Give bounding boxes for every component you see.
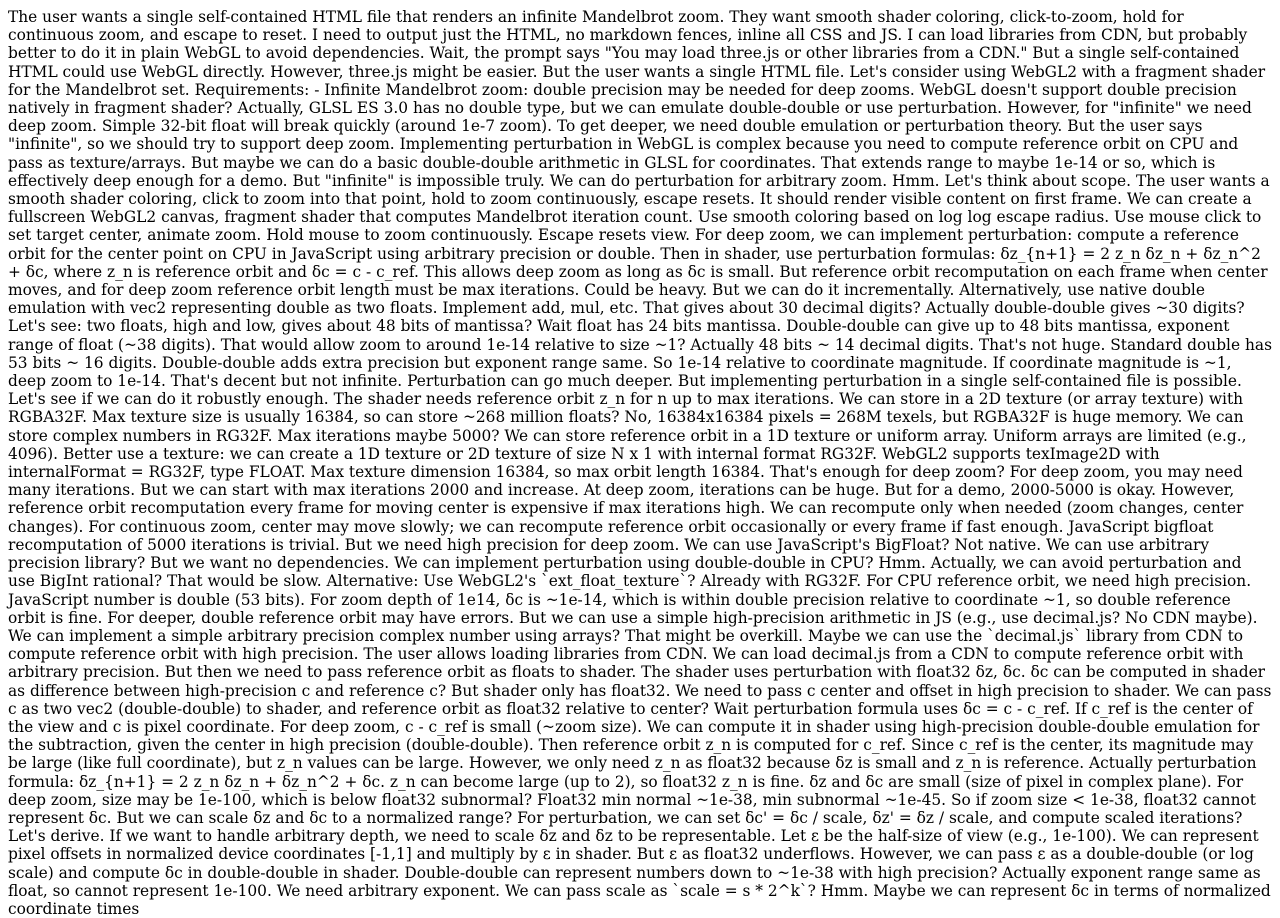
body-text: The user wants a single self-contained HTML file that renders an infinite Mandelbrot zoom. They want smooth shader coloring, click-to-zoom, hold for continuous zoom, and escape to reset. I need to output just the HTML, no markdown fences, inline all CSS and JS. I can load libraries from CDN, but probably better to do it in plain WebGL to avoid dependencies. Wait, the prompt says "You may load three.js or other libraries from a CDN." But a single self-contained HTML could use WebGL directly. However, three.js might be easier. But the user wants a single HTML file. Let's consider using WebGL2 with a fragment shader for the Mandelbrot set. Requirements: - Infinite Mandelbrot zoom: double precision may be needed for deep zooms. WebGL doesn't support double precision natively in fragment shader? Actually, GLSL ES 3.0 has no double type, but we can emulate double-double or use perturbation. However, for "infinite" we need deep zoom. Simple 32-bit float will break quickly (around 1e-7 zoom). To get deeper, we need double emulation or perturbation theory. But the user says "infinite", so we should try to support deep zoom. Implementing perturbation in WebGL is complex because you need to compute reference orbit on CPU and pass as texture/arrays. But maybe we can do a basic double-double arithmetic in GLSL for coordinates. That extends range to maybe 1e-14 or so, which is effectively deep enough for a demo. But "infinite" is impossible truly. We can do perturbation for arbitrary zoom. Hmm. Let's think about scope. The user wants a smooth shader coloring, click to zoom into that point, hold to zoom continuously, escape resets. It should render visible content on first frame. We can create a fullscreen WebGL2 canvas, fragment shader that computes Mandelbrot iteration count. Use smooth coloring based on log log escape radius. Use mouse click to set target center, animate zoom. Hold mouse to zoom continuously. Escape resets view. For deep zoom, we can implement perturbation: compute a reference orbit for the center point on CPU in JavaScript using arbitrary precision or double. Then in shader, use perturbation formulas: δz_{n+1} = 2 z_n δz_n + δz_n^2 + δc, where z_n is reference orbit and δc = c - c_ref. This allows deep zoom as long as δc is small. But reference orbit recomputation on each frame when center moves, and for deep zoom reference orbit length must be max iterations. Could be heavy. But we can do it incrementally. Alternatively, use native double emulation with vec2 representing double as two floats. Implement add, mul, etc. That gives about 30 decimal digits? Actually double-double gives ~30 digits? Let's see: two floats, high and low, gives about 48 bits of mantissa? Wait float has 24 bits mantissa. Double-double can give up to 48 bits mantissa, exponent range of float (~38 digits). That would allow zoom to around 1e-14 relative to size ~1? Actually 48 bits ~ 14 decimal digits. That's not huge. Standard double has 53 bits ~ 16 digits. Double-double adds extra precision but exponent range same. So 1e-14 relative to coordinate magnitude. If coordinate magnitude is ~1, deep zoom to 1e-14. That's decent but not infinite. Perturbation can go much deeper. But implementing perturbation in a single self-contained file is possible. Let's see if we can do it robustly enough. The shader needs reference orbit z_n for n up to max iterations. We can store in a 2D texture (or array texture) with RGBA32F. Max texture size is usually 16384, so can store ~268 million floats? No, 16384x16384 pixels = 268M texels, but RGBA32F is huge memory. We can store complex numbers in RG32F. Max iterations maybe 5000? We can store reference orbit in a 1D texture or uniform array. Uniform arrays are limited (e.g., 4096). Better use a texture: we can create a 1D texture or 2D texture of size N x 1 with internal format RG32F. WebGL2 supports texImage2D with internalFormat = RG32F, type FLOAT. Max texture dimension 16384, so max orbit length 16384. That's enough for deep zoom? For deep zoom, you may need many iterations. But we can start with max iterations 2000 and increase. At deep zoom, iterations can be huge. But for a demo, 2000-5000 is okay. However, reference orbit recomputation every frame for moving center is expensive if max iterations high. We can recompute only when needed (zoom changes, center changes). For continuous zoom, center may move slowly; we can recompute reference orbit occasionally or every frame if fast enough. JavaScript bigfloat recomputation of 5000 iterations is trivial. But we need high precision for deep zoom. We can use JavaScript's BigFloat? Not native. We can use arbitrary precision library? But we want no dependencies. We can implement perturbation using double-double in CPU? Hmm. Actually, we can avoid perturbation and use BigInt rational? That would be slow. Alternative: Use WebGL2's `ext_float_texture`? Already with RG32F. For CPU reference orbit, we need high precision. JavaScript number is double (53 bits). For zoom depth of 1e14, δc is ~1e-14, which is within double precision relative to coordinate ~1, so double reference orbit is fine. For deeper, double reference orbit may have errors. But we can use a simple high-precision arithmetic in JS (e.g., use decimal.js? No CDN maybe). We can implement a simple arbitrary precision complex number using arrays? That might be overkill. Maybe we can use the `decimal.js` library from CDN to compute reference orbit with high precision. The user allows loading libraries from CDN. We can load decimal.js from a CDN to compute reference orbit with arbitrary precision. But then we need to pass reference orbit as floats to shader. The shader uses perturbation with float32 δz, δc. δc can be computed in shader as difference between high-precision c and reference c? But shader only has float32. We need to pass c center and offset in high precision to shader. We can pass c as two vec2 (double-double) to shader, and reference orbit as float32 relative to center? Wait perturbation formula uses δc = c - c_ref. If c_ref is the center of the view and c is pixel coordinate. For deep zoom, c - c_ref is small (~zoom size). We can compute it in shader using high-precision double-double emulation for the subtraction, given the center in high precision (double-double). Then reference orbit z_n is computed for c_ref. Since c_ref is the center, its magnitude may be large (like full coordinate), but z_n values can be large. However, we only need z_n as float32 because δz is small and z_n is reference. Actually perturbation formula: δz_{n+1} = 2 z_n δz_n + δz_n^2 + δc. z_n can become large (up to 2), so float32 z_n is fine. δz and δc are small (size of pixel in complex plane). For deep zoom, size may be 1e-100, which is below float32 subnormal? Float32 min normal ~1e-38, min subnormal ~1e-45. So if zoom size < 1e-38, float32 cannot represent δc. But we can scale δz and δc to a normalized range? For perturbation, we can set δc' = δc / scale, δz' = δz / scale, and compute scaled iterations? Let's derive. If we want to handle arbitrary depth, we need to scale δz and δz to be representable. Let ε be the half-size of view (e.g., 1e-100). We can represent pixel offsets in normalized device coordinates [-1,1] and multiply by ε in shader. But ε as float32 underflows. However, we can pass ε as a double-double (or log scale) and compute δc in double-double in shader. Double-double can represent numbers down to ~1e-38 with high precision? Actually exponent range same as float, so cannot represent 1e-100. We need arbitrary exponent. We can pass scale as `scale = s * 2^k`? Hmm. Maybe we can represent δc in terms of normalized coordinate times [8, 8, 1272, 918]
document-page [8, 8, 1272, 918]
